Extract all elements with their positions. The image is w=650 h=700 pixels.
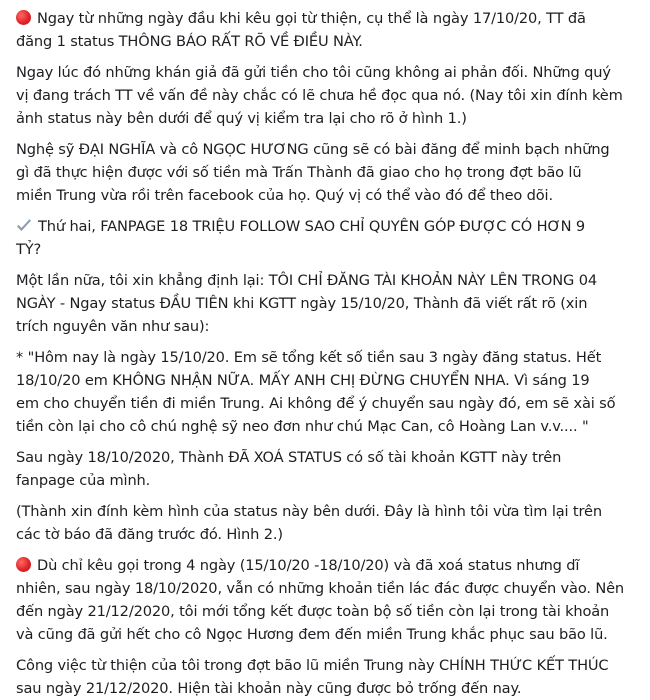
post-line-text: Ngay từ những ngày đầu khi kêu gọi từ thiện, cụ thể là ngày 17/10/20, TT đã xyxy=(37,10,586,27)
post-line-text: Nghệ sỹ ĐẠI NGHĨA và cô NGỌC HƯƠNG cũng sẽ có bài đăng để minh bạch những xyxy=(16,141,610,158)
post-line xyxy=(16,7,640,30)
post-line xyxy=(16,138,640,161)
post-line xyxy=(16,346,640,369)
post-line-text: 18/10/20 em KHÔNG NHẬN NỮA. MẤY ANH CHỊ ĐỪNG CHUYỂN NHA. Vì sáng 19 xyxy=(16,372,590,389)
post-line xyxy=(16,554,640,577)
post-line-text: và cũng đã gửi hết cho cô Ngọc Hương đem đến miền Trung khắc phục sau bão lũ. xyxy=(16,626,608,643)
check-mark-icon xyxy=(16,218,32,233)
post-line xyxy=(16,523,640,546)
post-line xyxy=(16,107,640,130)
post-line-text: (Thành xin đính kèm hình của status này bên dưới. Đây là hình tôi vừa tìm lại trên xyxy=(16,503,602,520)
post-line-text: ảnh status này bên dưới để quý vị kiểm tra lại cho rõ ở hình 1.) xyxy=(16,110,467,127)
red-circle-icon xyxy=(16,557,31,572)
post-line-text: miền Trung vừa rồi trên facebook của họ. Quý vị có thể vào đó để theo dõi. xyxy=(16,187,553,204)
post-line xyxy=(16,84,640,107)
post-line-text: sau ngày 21/12/2020. Hiện tài khoản này cũng được bỏ trống đến nay. xyxy=(16,680,522,697)
post-line xyxy=(16,292,640,315)
post-line-text: các tờ báo đã đăng trước đó. Hình 2.) xyxy=(16,526,283,543)
post-paragraph xyxy=(16,446,640,492)
post-line xyxy=(16,623,640,646)
post-line xyxy=(16,238,640,261)
post-paragraph xyxy=(16,7,640,53)
post-line xyxy=(16,415,640,438)
post-line-text: tiền còn lại cho cô chú nghệ sỹ neo đơn như chú Mạc Can, cô Hoàng Lan v.v.... " xyxy=(16,418,589,435)
post-line xyxy=(16,315,640,338)
post-line-text: Dù chỉ kêu gọi trong 4 ngày (15/10/20 -18/10/20) và đã xoá status nhưng dĩ xyxy=(37,557,580,574)
post-line xyxy=(16,577,640,600)
post-line-text: gì đã thực hiện được với số tiền mà Trấn Thành đã giao cho họ trong đợt bão lũ xyxy=(16,164,582,181)
post-paragraph xyxy=(16,346,640,438)
post-paragraph xyxy=(16,554,640,646)
post-line xyxy=(16,161,640,184)
post-line-text: Sau ngày 18/10/2020, Thành ĐÃ XOÁ STATUS có số tài khoản KGTT này trên xyxy=(16,449,562,466)
post-line xyxy=(16,446,640,469)
post-line xyxy=(16,600,640,623)
post-line xyxy=(16,269,640,292)
post-line xyxy=(16,654,640,677)
post-line xyxy=(16,500,640,523)
post-line xyxy=(16,469,640,492)
post-paragraph xyxy=(16,215,640,261)
post-line-text: fanpage của mình. xyxy=(16,472,151,489)
post-line-text: NGÀY - Ngay status ĐẦU TIÊN khi KGTT ngày 15/10/20, Thành đã viết rất rõ (xin xyxy=(16,295,588,312)
post-paragraph xyxy=(16,269,640,338)
post-line-text: đến ngày 21/12/2020, tôi mới tổng kết được toàn bộ số tiền còn lại trong tài khoản xyxy=(16,603,610,620)
post-line xyxy=(16,369,640,392)
post-line xyxy=(16,392,640,415)
post-paragraph xyxy=(16,61,640,130)
post-line-text: vị đang trách TT về vấn đề này chắc có lẽ chưa hề đọc qua nó. (Nay tôi xin đính kèm xyxy=(16,87,623,104)
post-line xyxy=(16,215,640,238)
post-line-text: Ngay lúc đó những khán giả đã gửi tiền cho tôi cũng không ai phản đối. Những quý xyxy=(16,64,611,81)
post-paragraph xyxy=(16,138,640,207)
post-paragraph xyxy=(16,654,640,700)
post-line-text: * "Hôm nay là ngày 15/10/20. Em sẽ tổng kết số tiền sau 3 ngày đăng status. Hết xyxy=(16,349,602,366)
post-line xyxy=(16,61,640,84)
post-line-text: TỶ? xyxy=(16,241,42,258)
post-line-text: Thứ hai, FANPAGE 18 TRIỆU FOLLOW SAO CHỈ QUYÊN GÓP ĐƯỢC CÓ HƠN 9 xyxy=(38,218,586,235)
post-line-text: nhiên, sau ngày 18/10/2020, vẫn có những khoản tiền lác đác được chuyển vào. Nên xyxy=(16,580,625,597)
post-line xyxy=(16,677,640,700)
post-line xyxy=(16,30,640,53)
post-line-text: đăng 1 status THÔNG BÁO RẤT RÕ VỀ ĐIỀU NÀY. xyxy=(16,33,363,50)
post-line-text: Một lần nữa, tôi xin khẳng định lại: TÔI CHỈ ĐĂNG TÀI KHOẢN NÀY LÊN TRONG 04 xyxy=(16,272,597,289)
red-circle-icon xyxy=(16,10,31,25)
post-paragraph xyxy=(16,500,640,546)
post-line-text: Công việc từ thiện của tôi trong đợt bão lũ miền Trung này CHÍNH THỨC KẾT THÚC xyxy=(16,657,609,674)
post-line-text: em cho chuyển tiền đi miền Trung. Ai không để ý chuyển sau ngày đó, em sẽ xài số xyxy=(16,395,616,412)
post-line xyxy=(16,184,640,207)
post-line-text: trích nguyên văn như sau): xyxy=(16,318,210,335)
